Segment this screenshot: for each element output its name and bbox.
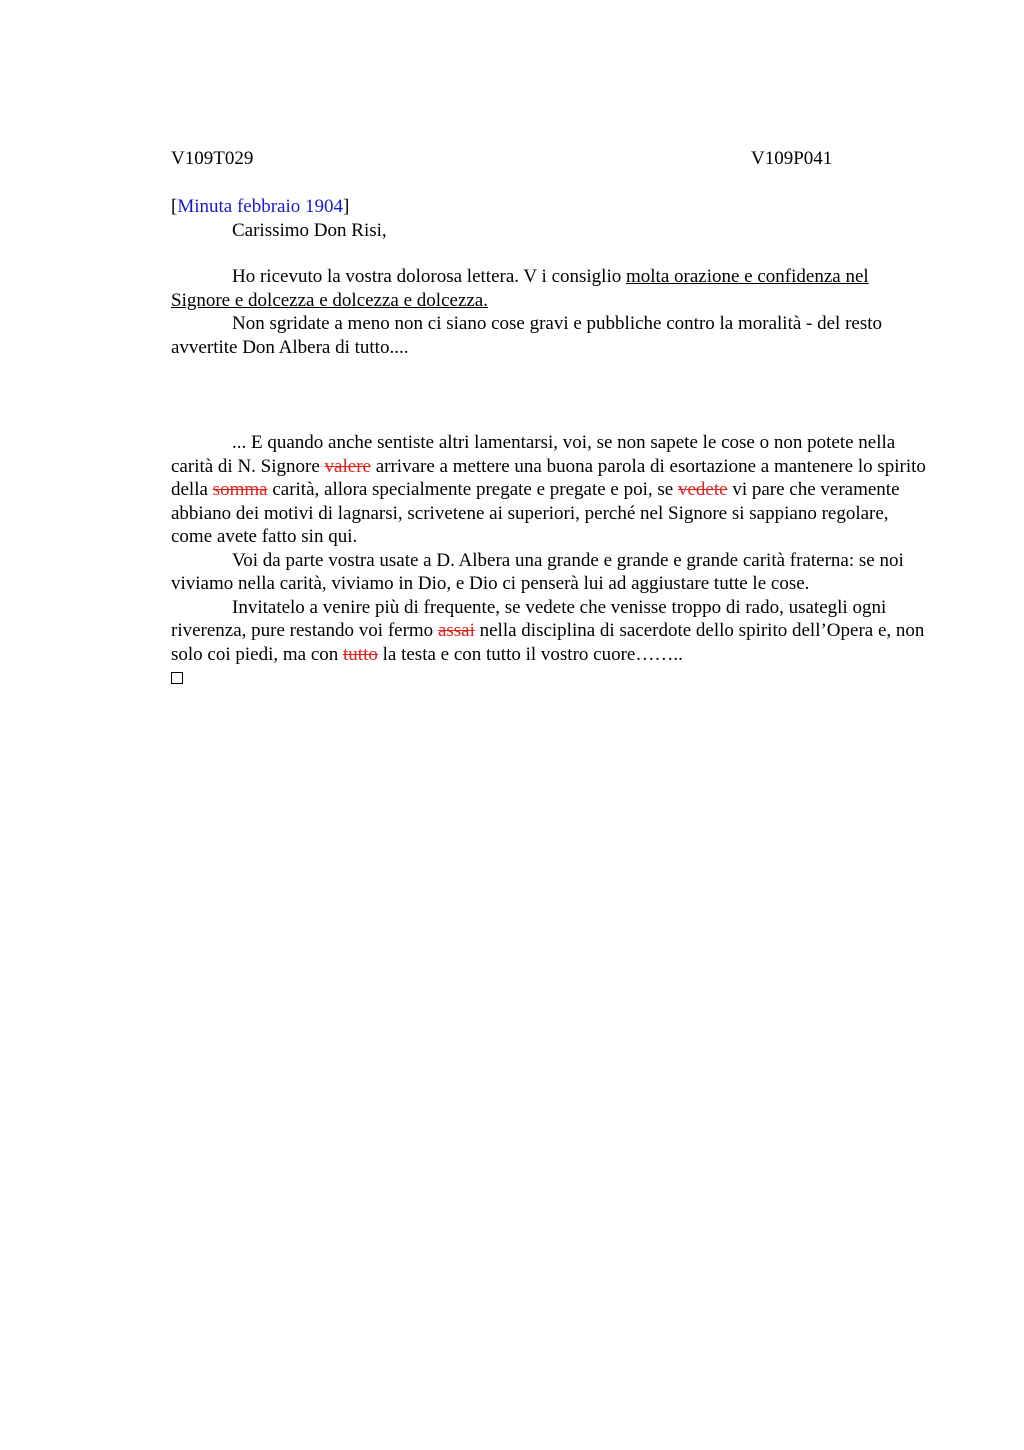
deleted-word: assai <box>437 620 475 641</box>
paragraph-3-text: arrivare a mettere una buona parola di esortazione a mantenere lo spirito della <box>171 455 926 500</box>
date-open-bracket: [ <box>171 196 178 217</box>
date-line <box>171 195 931 219</box>
paragraph-1-underlined: molta orazione e confidenza nel Signore e dolcezza e dolcezza e dolcezza. <box>171 266 869 311</box>
archive-code-right: V109P041 <box>751 148 833 169</box>
end-marker <box>171 666 931 691</box>
paragraph-5-text: nella disciplina di sacerdote dello spirito dell’Opera e, non solo coi piedi, ma con <box>171 620 925 665</box>
deleted-word: somma <box>212 479 268 500</box>
paragraph-3-text: vi pare che veramente abbiano dei motivi di lagnarsi, scrivetene ai superiori, perché nel Signore si sappiano regolare, come avete fatto sin qui. <box>171 479 900 547</box>
paragraph-5-text: la testa e con tutto il vostro cuore…….. <box>377 643 683 665</box>
paragraph-2: Non sgridate a meno non ci siano cose gravi e pubbliche contro la moralità - del resto avvertite Don Albera di tutto.... <box>171 313 883 358</box>
paragraph-3-text: ... E quando anche sentiste altri lamentarsi, voi, se non sapete le cose o non potete nella carità di N. Signore <box>171 432 896 477</box>
archive-header <box>171 147 931 171</box>
paragraph-3-text: carità, allora specialmente pregate e pregate e poi, se <box>267 479 678 500</box>
paragraph-3 <box>171 431 931 549</box>
letter-page <box>171 147 931 691</box>
paragraph-1-lead: Ho ricevuto la vostra dolorosa lettera. V i consiglio <box>232 266 626 287</box>
paragraph-5-text: Invitatelo a venire più di frequente, se vedete che venisse troppo di rado, usategli ogni riverenza, pure restando voi fermo <box>171 596 887 641</box>
paragraph-5 <box>171 596 931 667</box>
date-text: Minuta febbraio 1904 <box>177 196 344 217</box>
spacer <box>171 242 931 265</box>
square-end-icon <box>171 672 183 684</box>
date-close-bracket: ] <box>343 196 350 217</box>
deleted-word: valere <box>324 455 371 477</box>
paragraph-4: Voi da parte vostra usate a D. Albera una grande e grande e grande carità fraterna: se noi viviamo nella carità, viviamo in Dio, e Dio ci penserà lui ad aggiustare tutte le cose. <box>171 549 904 594</box>
spacer <box>171 359 931 431</box>
paragraph-1 <box>171 265 931 312</box>
deleted-word: tutto <box>343 643 378 665</box>
deleted-word: vedete <box>677 479 728 500</box>
salutation: Carissimo Don Risi, <box>232 219 387 241</box>
archive-code-left: V109T029 <box>171 148 254 169</box>
